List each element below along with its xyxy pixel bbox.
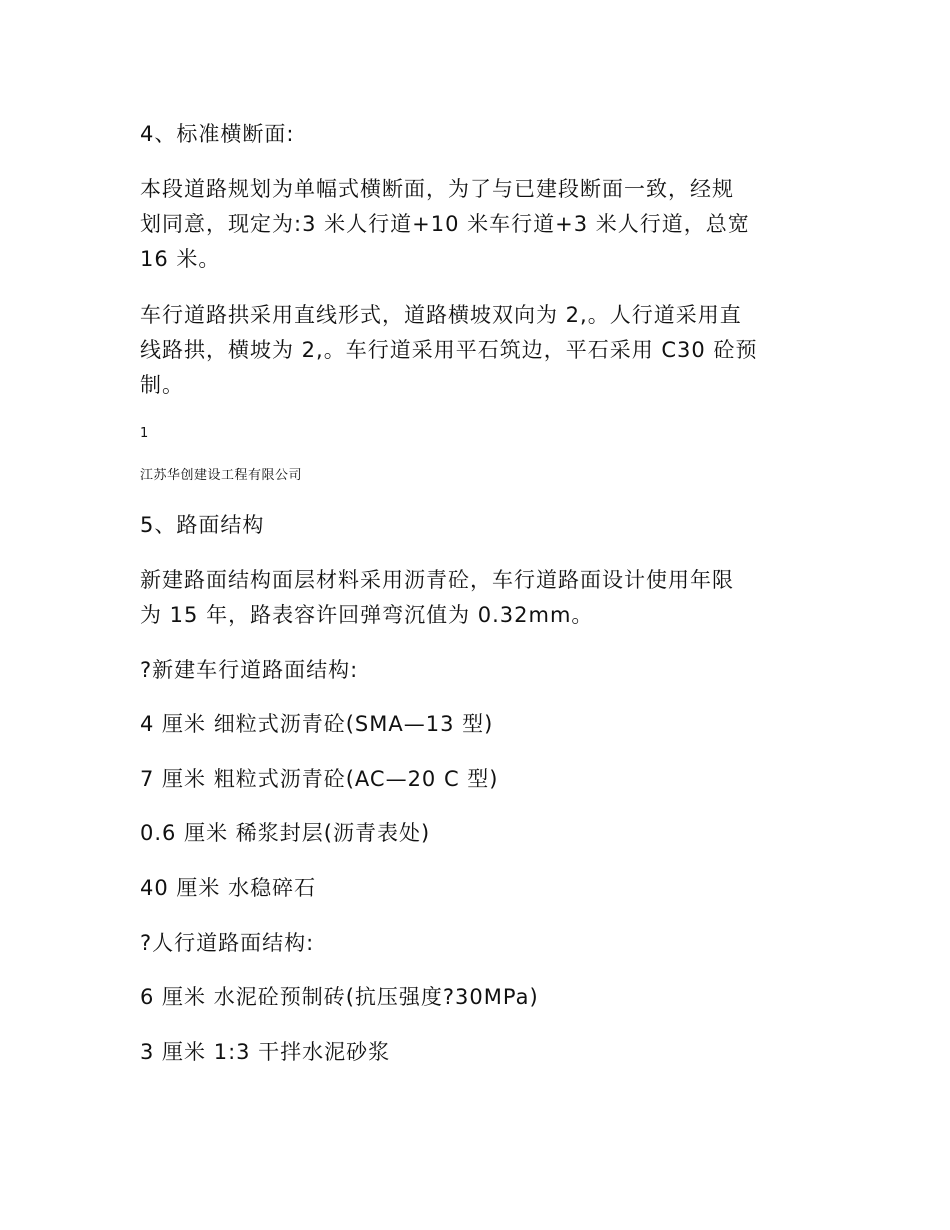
carriageway-layer-2: 7 厘米 粗粒式沥青砼(AC—20 C 型) [140, 767, 499, 791]
sidewalk-layer-1: 6 厘米 水泥砼预制砖(抗压强度?30MPa) [140, 985, 539, 1009]
section-5-para-1-line-2: 为 15 年，路表容许回弹弯沉值为 0.32mm。 [140, 603, 594, 627]
section-4-heading: 4、标准横断面: [140, 122, 295, 146]
section-4-para-1-line-2: 划同意，现定为:3 米人行道+10 米车行道+3 米人行道，总宽 [140, 212, 750, 236]
section-4-para-2-line-2: 线路拱，横坡为 2,。车行道采用平石筑边，平石采用 C30 砼预 [140, 338, 758, 362]
carriageway-layer-1: 4 厘米 细粒式沥青砼(SMA—13 型) [140, 712, 494, 736]
document-page [140, 0, 820, 1230]
carriageway-structure-title: ?新建车行道路面结构: [140, 658, 359, 682]
carriageway-layer-4: 40 厘米 水稳碎石 [140, 876, 317, 900]
section-4-para-2-line-3: 制。 [140, 373, 184, 397]
company-header: 江苏华创建设工程有限公司 [140, 468, 303, 483]
page-number: 1 [140, 426, 149, 441]
section-4-para-2-line-1: 车行道路拱采用直线形式，道路横坡双向为 2,。人行道采用直 [140, 303, 742, 327]
section-4-para-1-line-1: 本段道路规划为单幅式横断面，为了与已建段断面一致，经规 [140, 177, 734, 201]
sidewalk-structure-title: ?人行道路面结构: [140, 931, 315, 955]
section-4-para-1-line-3: 16 米。 [140, 247, 221, 271]
section-5-para-1-line-1: 新建路面结构面层材料采用沥青砼，车行道路面设计使用年限 [140, 568, 734, 592]
sidewalk-layer-2: 3 厘米 1:3 干拌水泥砂浆 [140, 1040, 391, 1064]
section-5-heading: 5、路面结构 [140, 513, 265, 537]
carriageway-layer-3: 0.6 厘米 稀浆封层(沥青表处) [140, 821, 431, 845]
